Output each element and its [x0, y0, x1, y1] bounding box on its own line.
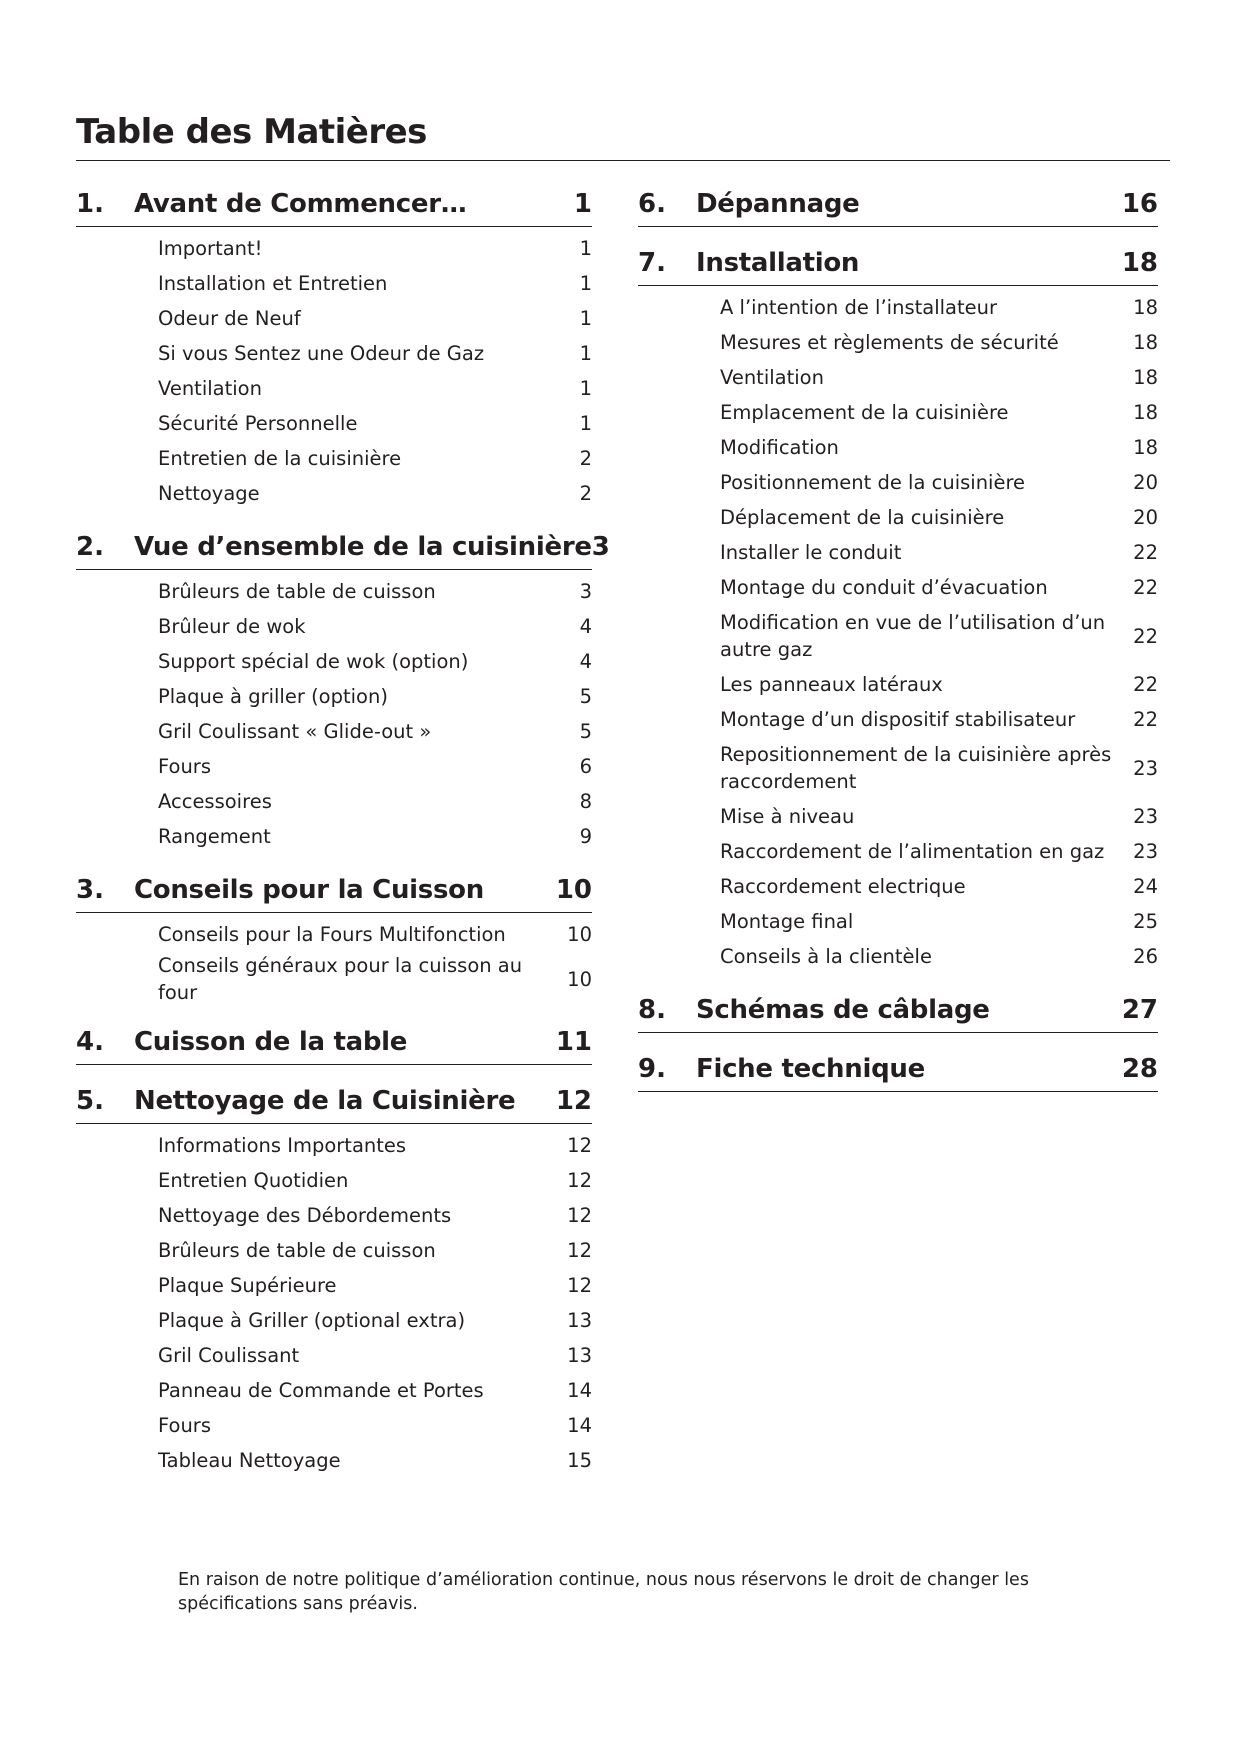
- toc-entry[interactable]: [76, 1233, 592, 1268]
- section-number: 7.: [638, 248, 666, 278]
- toc-entry[interactable]: [76, 1128, 592, 1163]
- entry-title: Important!: [158, 237, 263, 260]
- entry-title: Fours: [158, 1414, 211, 1437]
- toc-section: [76, 182, 592, 511]
- toc-entry[interactable]: [638, 667, 1158, 702]
- section-page-number: 12: [555, 1086, 592, 1116]
- entry-page-number: 1: [579, 307, 592, 330]
- toc-section: [638, 1047, 1158, 1092]
- entry-title: Fours: [158, 755, 211, 778]
- section-title: Dépannage: [696, 189, 860, 219]
- entry-title: Repositionnement de la cuisinière après raccordement: [720, 743, 1112, 793]
- toc-entry[interactable]: [76, 406, 592, 441]
- entry-title: Montage final: [720, 910, 854, 933]
- entry-page-number: 10: [567, 967, 592, 991]
- section-number: 2.: [76, 532, 104, 562]
- entry-page-number: 23: [1133, 840, 1158, 863]
- toc-entry[interactable]: [638, 702, 1158, 737]
- entry-page-number: 25: [1133, 910, 1158, 933]
- toc-entry[interactable]: [76, 1303, 592, 1338]
- toc-section: [76, 525, 610, 854]
- section-page-number: 11: [555, 1027, 592, 1057]
- entry-title: Positionnement de la cuisinière: [720, 471, 1026, 494]
- section-title: Installation: [696, 248, 860, 278]
- entry-title: Montage d’un dispositif stabilisateur: [720, 708, 1076, 731]
- entry-title: Informations Importantes: [158, 1134, 407, 1157]
- entry-page-number: 3: [579, 580, 592, 603]
- toc-subentry-list: [76, 574, 592, 854]
- toc-entry[interactable]: [76, 679, 592, 714]
- toc-entry[interactable]: [76, 609, 592, 644]
- section-number: 3.: [76, 875, 104, 905]
- entry-page-number: 4: [579, 650, 592, 673]
- toc-section-heading[interactable]: [76, 1079, 592, 1124]
- entry-page-number: 2: [579, 447, 592, 470]
- section-number: 6.: [638, 189, 666, 219]
- entry-page-number: 9: [579, 825, 592, 848]
- entry-page-number: 12: [567, 1274, 592, 1297]
- toc-subentry-list: [76, 1128, 592, 1478]
- entry-page-number: 22: [1133, 624, 1158, 648]
- section-title: Fiche technique: [696, 1054, 925, 1084]
- toc-entry[interactable]: [638, 904, 1158, 939]
- toc-entry[interactable]: [76, 371, 592, 406]
- entry-page-number: 15: [567, 1449, 592, 1472]
- section-page-number: 28: [1121, 1054, 1158, 1084]
- section-page-number: 10: [555, 875, 592, 905]
- entry-title: Raccordement electrique: [720, 875, 966, 898]
- toc-entry[interactable]: [76, 714, 592, 749]
- entry-page-number: 12: [567, 1239, 592, 1262]
- entry-page-number: 22: [1133, 673, 1158, 696]
- entry-title: Rangement: [158, 825, 271, 848]
- entry-title: Conseils à la clientèle: [720, 945, 932, 968]
- toc-entry[interactable]: [76, 952, 592, 1006]
- toc-left-column: [76, 182, 610, 1492]
- entry-title: Les panneaux latéraux: [720, 673, 943, 696]
- toc-section-heading[interactable]: [76, 868, 592, 913]
- toc-entry[interactable]: [638, 869, 1158, 904]
- section-title: Avant de Commencer…: [134, 189, 467, 219]
- section-number: 4.: [76, 1027, 104, 1057]
- entry-page-number: 14: [567, 1414, 592, 1437]
- entry-page-number: 24: [1133, 875, 1158, 898]
- toc-entry[interactable]: [76, 1268, 592, 1303]
- entry-page-number: 18: [1133, 296, 1158, 319]
- toc-section-heading[interactable]: [76, 525, 610, 570]
- entry-title: Conseils pour la Fours Multifonction: [158, 923, 506, 946]
- toc-entry[interactable]: [76, 1198, 592, 1233]
- toc-entry[interactable]: [638, 605, 1158, 667]
- section-number: 8.: [638, 995, 666, 1025]
- toc-section-heading[interactable]: [76, 182, 592, 227]
- toc-entry[interactable]: [76, 1443, 592, 1478]
- entry-page-number: 10: [567, 923, 592, 946]
- toc-section-heading[interactable]: [76, 1020, 592, 1065]
- toc-subentry-list: [638, 290, 1158, 974]
- entry-page-number: 14: [567, 1379, 592, 1402]
- section-page-number: 16: [1121, 189, 1158, 219]
- toc-entry[interactable]: [638, 290, 1158, 325]
- section-page-number: 1: [573, 189, 592, 219]
- toc-entry[interactable]: [76, 749, 592, 784]
- entry-title: Déplacement de la cuisinière: [720, 506, 1005, 529]
- entry-page-number: 1: [579, 272, 592, 295]
- toc-entry[interactable]: [638, 939, 1158, 974]
- toc-subentry-list: [76, 231, 592, 511]
- entry-title: Gril Coulissant « Glide-out »: [158, 720, 432, 743]
- entry-title: Raccordement de l’alimentation en gaz: [720, 840, 1105, 863]
- toc-section: [76, 1020, 592, 1065]
- entry-page-number: 4: [579, 615, 592, 638]
- entry-title: Gril Coulissant: [158, 1344, 300, 1367]
- page-title: Table des Matières: [76, 112, 427, 152]
- toc-entry[interactable]: [76, 917, 592, 952]
- toc-entry[interactable]: [76, 336, 592, 371]
- entry-page-number: 13: [567, 1309, 592, 1332]
- entry-page-number: 18: [1133, 331, 1158, 354]
- toc-section: [638, 241, 1158, 974]
- entry-page-number: 5: [579, 685, 592, 708]
- entry-page-number: 20: [1133, 471, 1158, 494]
- toc-section: [638, 182, 1158, 227]
- entry-title: Panneau de Commande et Portes: [158, 1379, 484, 1402]
- entry-title: Brûleurs de table de cuisson: [158, 580, 436, 603]
- entry-title: Accessoires: [158, 790, 272, 813]
- entry-title: Mesures et règlements de sécurité: [720, 331, 1059, 354]
- toc-entry[interactable]: [76, 231, 592, 266]
- entry-page-number: 23: [1133, 805, 1158, 828]
- toc-entry[interactable]: [638, 535, 1158, 570]
- section-title: Cuisson de la table: [134, 1027, 408, 1057]
- section-page-number: 27: [1121, 995, 1158, 1025]
- entry-page-number: 1: [579, 342, 592, 365]
- toc-right-column: [638, 182, 1158, 1106]
- entry-title: A l’intention de l’installateur: [720, 296, 998, 319]
- entry-title: Nettoyage des Débordements: [158, 1204, 452, 1227]
- section-number: 5.: [76, 1086, 104, 1116]
- entry-title: Montage du conduit d’évacuation: [720, 576, 1048, 599]
- entry-title: Brûleurs de table de cuisson: [158, 1239, 436, 1262]
- entry-title: Support spécial de wok (option): [158, 650, 469, 673]
- toc-section-heading[interactable]: [638, 241, 1158, 286]
- entry-page-number: 18: [1133, 366, 1158, 389]
- toc-entry[interactable]: [638, 430, 1158, 465]
- toc-entry[interactable]: [638, 570, 1158, 605]
- entry-title: Conseils généraux pour la cuisson au four: [158, 954, 523, 1004]
- toc-entry[interactable]: [638, 325, 1158, 360]
- toc-entry[interactable]: [76, 1163, 592, 1198]
- entry-page-number: 22: [1133, 708, 1158, 731]
- toc-section-heading[interactable]: [638, 182, 1158, 227]
- entry-page-number: 2: [579, 482, 592, 505]
- toc-entry[interactable]: [76, 476, 592, 511]
- toc-section-heading[interactable]: [638, 1047, 1158, 1092]
- entry-page-number: 6: [579, 755, 592, 778]
- entry-title: Ventilation: [720, 366, 824, 389]
- entry-title: Modification: [720, 436, 839, 459]
- entry-page-number: 26: [1133, 945, 1158, 968]
- entry-page-number: 1: [579, 412, 592, 435]
- toc-entry[interactable]: [76, 574, 592, 609]
- toc-entry[interactable]: [638, 500, 1158, 535]
- entry-title: Si vous Sentez une Odeur de Gaz: [158, 342, 485, 365]
- toc-entry[interactable]: [76, 644, 592, 679]
- entry-title: Nettoyage: [158, 482, 260, 505]
- entry-title: Entretien de la cuisinière: [158, 447, 402, 470]
- toc-entry[interactable]: [76, 1338, 592, 1373]
- entry-page-number: 22: [1133, 576, 1158, 599]
- section-title: Vue d’ensemble de la cuisinière: [134, 532, 592, 562]
- toc-section: [76, 868, 592, 1006]
- entry-page-number: 13: [567, 1344, 592, 1367]
- toc-entry[interactable]: [638, 360, 1158, 395]
- toc-subentry-list: [76, 917, 592, 1006]
- footer-note: En raison de notre politique d’amélioration continue, nous nous réservons le droit de changer les spécifications sans préavis.: [178, 1570, 1029, 1614]
- entry-page-number: 22: [1133, 541, 1158, 564]
- entry-page-number: 18: [1133, 436, 1158, 459]
- toc-entry[interactable]: [76, 266, 592, 301]
- toc-section: [76, 1079, 592, 1478]
- entry-page-number: 18: [1133, 401, 1158, 424]
- title-divider: [76, 160, 1170, 161]
- entry-title: Installer le conduit: [720, 541, 902, 564]
- entry-title: Ventilation: [158, 377, 262, 400]
- toc-entry[interactable]: [76, 441, 592, 476]
- toc-entry[interactable]: [76, 1373, 592, 1408]
- entry-page-number: 5: [579, 720, 592, 743]
- entry-page-number: 23: [1133, 756, 1158, 780]
- entry-title: Sécurité Personnelle: [158, 412, 358, 435]
- toc-entry[interactable]: [638, 737, 1158, 799]
- entry-title: Emplacement de la cuisinière: [720, 401, 1009, 424]
- entry-title: Tableau Nettoyage: [158, 1449, 341, 1472]
- toc-entry[interactable]: [76, 819, 592, 854]
- section-title: Nettoyage de la Cuisinière: [134, 1086, 516, 1116]
- toc-section-heading[interactable]: [638, 988, 1158, 1033]
- toc-entry[interactable]: [638, 834, 1158, 869]
- entry-title: Mise à niveau: [720, 805, 855, 828]
- entry-title: Brûleur de wok: [158, 615, 306, 638]
- entry-page-number: 12: [567, 1134, 592, 1157]
- section-page-number: 18: [1121, 248, 1158, 278]
- section-title: Schémas de câblage: [696, 995, 990, 1025]
- toc-section: [638, 988, 1158, 1033]
- entry-title: Plaque Supérieure: [158, 1274, 337, 1297]
- entry-title: Modification en vue de l’utilisation d’un autre gaz: [720, 611, 1106, 661]
- toc-entry[interactable]: [638, 395, 1158, 430]
- toc-entry[interactable]: [76, 784, 592, 819]
- section-title: Conseils pour la Cuisson: [134, 875, 484, 905]
- section-number: 1.: [76, 189, 104, 219]
- toc-entry[interactable]: [76, 1408, 592, 1443]
- entry-page-number: 8: [579, 790, 592, 813]
- entry-title: Plaque à griller (option): [158, 685, 388, 708]
- entry-page-number: 1: [579, 377, 592, 400]
- entry-page-number: 12: [567, 1169, 592, 1192]
- toc-entry[interactable]: [76, 301, 592, 336]
- entry-page-number: 20: [1133, 506, 1158, 529]
- entry-page-number: 1: [579, 237, 592, 260]
- entry-title: Installation et Entretien: [158, 272, 388, 295]
- toc-entry[interactable]: [638, 465, 1158, 500]
- entry-title: Entretien Quotidien: [158, 1169, 349, 1192]
- section-number: 9.: [638, 1054, 666, 1084]
- entry-title: Odeur de Neuf: [158, 307, 301, 330]
- entry-page-number: 12: [567, 1204, 592, 1227]
- section-page-number: 3: [591, 532, 610, 562]
- toc-entry[interactable]: [638, 799, 1158, 834]
- entry-title: Plaque à Griller (optional extra): [158, 1309, 466, 1332]
